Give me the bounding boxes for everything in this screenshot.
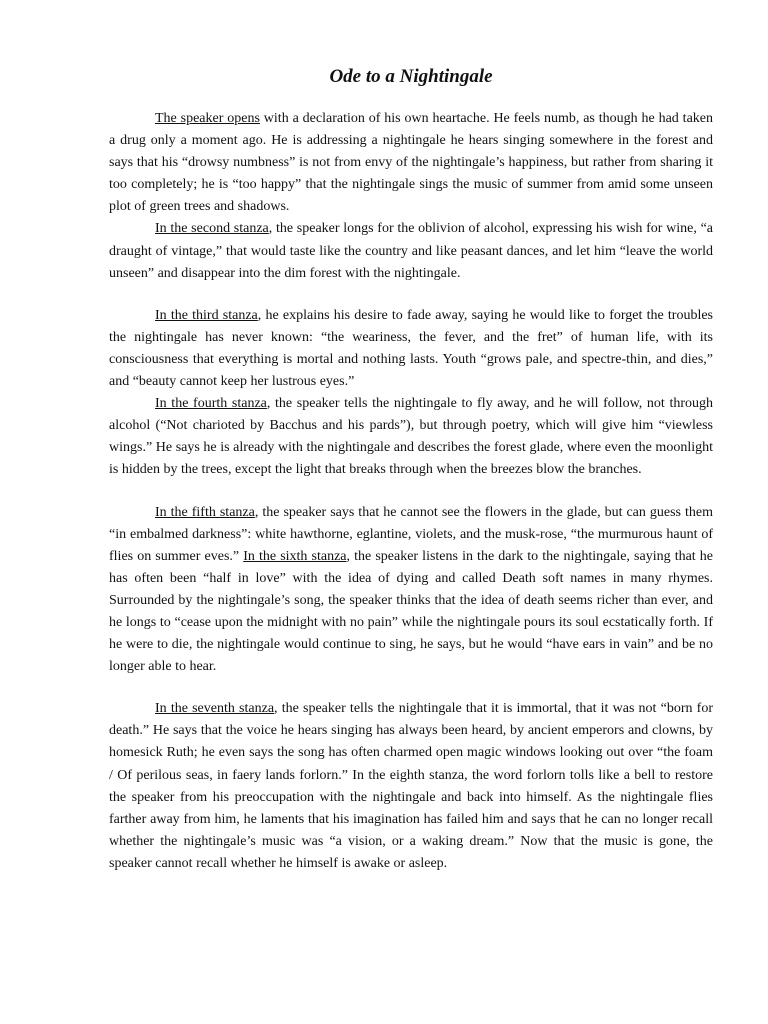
paragraph-1 — [109, 108, 713, 218]
paragraph-text: , the speaker longs for the oblivion of alcohol, expressing his wish for wine, “a draught of vintage,” that would taste like the country and like peasant dances, and let him “leave the world unseen” and disappear into the dim forest with the nightingale. — [109, 221, 713, 281]
paragraph-text: , the speaker says that he cannot see the flowers in the glade, but can guess them “in embalmed darkness”: white hawthorne, eglantine, violets, and the musk-rose, “the murmurous haunt of flies on summer eves.” — [109, 504, 713, 564]
paragraph-4 — [109, 393, 713, 481]
document-page — [109, 64, 713, 875]
paragraph-lead: In the second stanza — [155, 221, 269, 237]
document-title: Ode to a Nightingale — [329, 66, 493, 87]
paragraph-5 — [109, 502, 713, 679]
paragraph-text: , the speaker tells the nightingale to fly away, and he will follow, not through alcohol (“Not charioted by Bacchus and his pards”), but through poetry, which will give him “viewless wings.” He says he is already with the nightingale and describes the forest glade, where even the moonlight is hidden by the trees, except the light that breaks through when the breezes blow the branches. — [109, 396, 713, 478]
paragraph-3 — [109, 305, 713, 393]
paragraph-text: with a declaration of his own heartache. He feels numb, as though he had taken a drug only a moment ago. He is addressing a nightingale he hears singing somewhere in the forest and says that his “drowsy numbness” is not from envy of the nightingale’s happiness, but rather from sharing it too completely; he is “too happy” that the nightingale sings the music of summer from amid some unseen plot of green trees and shadows. — [109, 111, 713, 215]
paragraph-lead: The speaker opens — [155, 111, 260, 126]
paragraph-lead: In the fifth stanza — [155, 504, 255, 520]
paragraph-2 — [109, 218, 713, 284]
paragraph-6 — [109, 698, 713, 875]
paragraph-text-2: , the speaker listens in the dark to the nightingale, saying that he has often been “half in love” with the idea of dying and called Death soft names in many rhymes. Surrounded by the nightingale’s song, the speaker thinks that the idea of death seems richer than ever, and he longs to “cease upon the midnight with no pain” while the nightingale pours its soul ecstatically forth. If he were to die, the nightingale would continue to sing, he says, but he would “have ears in vain” and be no longer able to hear. — [109, 548, 714, 675]
paragraph-lead-2: In the sixth stanza — [243, 548, 347, 564]
paragraph-lead: In the seventh stanza — [155, 701, 275, 717]
paragraph-lead: In the third stanza — [155, 307, 258, 323]
paragraph-text: , the speaker tells the nightingale that it is immortal, that it was not “born for death.” He says that the voice he hears singing has always been heard, by ancient emperors and clowns, by homesick Ruth; he even says the song has often charmed open magic windows looking out over “the foam / Of perilous seas, in faery lands forlorn.” In the eighth stanza, the word forlorn tolls like a bell to restore the speaker from his preoccupation with the nightingale and back into himself. As the nightingale flies farther away from him, he laments that his imagination has failed him and says that he can no longer recall whether the nightingale’s music was “a vision, or a waking dream.” Now that the music is gone, the speaker cannot recall whether he himself is awake or asleep. — [109, 701, 713, 871]
paragraph-lead: In the fourth stanza — [155, 396, 267, 412]
paragraph-text: , he explains his desire to fade away, saying he would like to forget the troubles the nightingale has never known: “the weariness, the fever, and the fret” of human life, with its consciousness that everything is mortal and nothing lasts. Youth “grows pale, and spectre-thin, and dies,” and “beauty cannot keep her lustrous eyes.” — [109, 307, 713, 390]
